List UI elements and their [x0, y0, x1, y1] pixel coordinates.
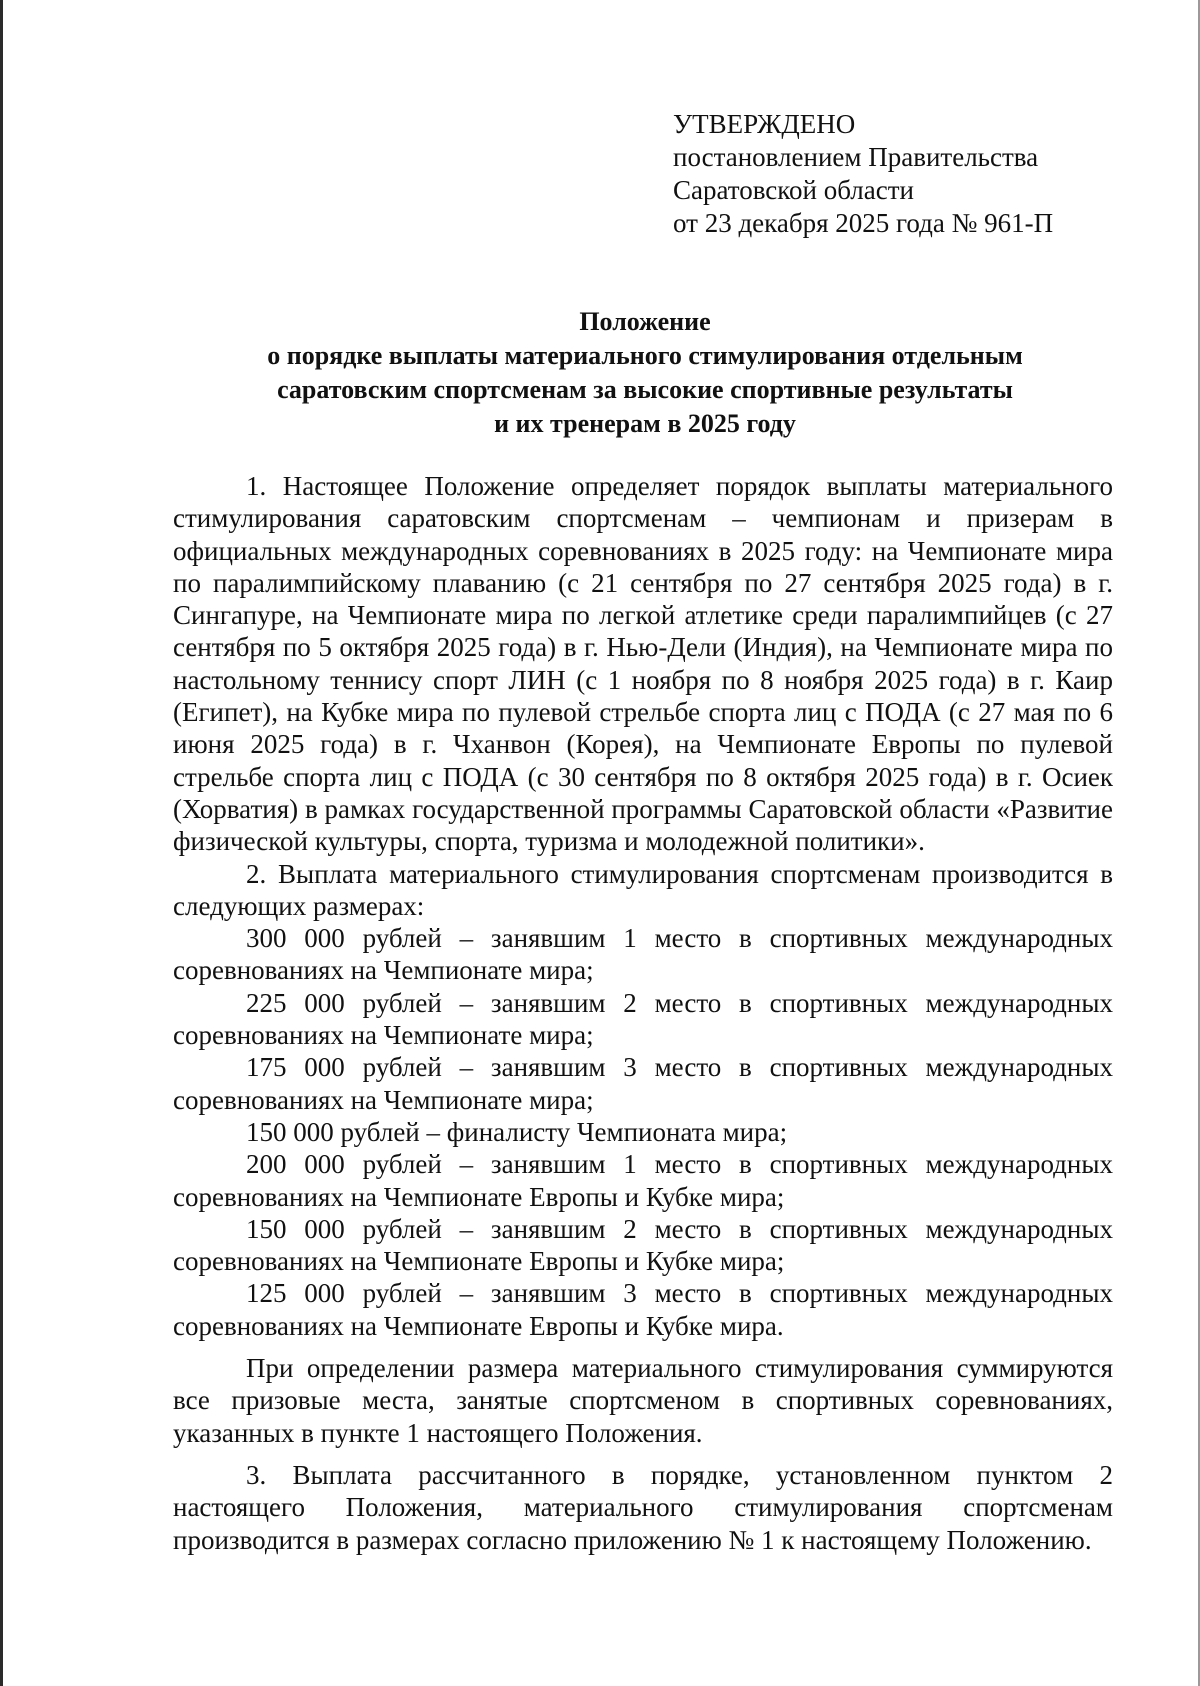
paragraph-1: 1. Настоящее Положение определяет порядок выплаты материального стимулирования саратовским спортсменам – чемпионам и призерам в официальных международных соревнованиях в 2025 году: на Чемпионате мира по паралимпийскому плаванию (с 21 сентября по 27 сентября 2025 года) в г. Сингапуре, на Чемпионате мира по легкой атлетике среди паралимпийцев (с 27 сентября по 5 октября 2025 года) в г. Нью-Дели (Индия), на Чемпионате мира по настольному теннису спорт ЛИН (с 1 ноября по 8 ноября 2025 года) в г. Каир (Египет), на Кубке мира по пулевой стрельбе спорта лиц с ПОДА (с 27 мая по 6 июня 2025 года) в г. Чханвон (Корея), на Чемпионате Европы по пулевой стрельбе спорта лиц с ПОДА (с 30 сентября по 8 октября 2025 года) в г. Осиек (Хорватия) в рамках государственной программы Саратовской области «Развитие физической культуры, спорта, туризма и молодежной политики». — [173, 471, 1113, 857]
payment-item: 175 000 рублей – занявшим 3 место в спортивных международных соревнованиях на Чемпионате мира; — [173, 1052, 1113, 1115]
document-body — [173, 470, 1113, 1556]
title-line: саратовским спортсменам за высокие спортивные результаты — [277, 375, 1013, 404]
approval-heading: УТВЕРЖДЕНО — [673, 109, 856, 139]
title-line: и их тренерам в 2025 году — [494, 409, 796, 438]
paragraph-2: 2. Выплата материального стимулирования спортсменам производится в следующих размерах: — [173, 858, 1113, 921]
approval-stamp — [673, 108, 1143, 240]
document-title — [160, 305, 1130, 441]
payment-item: 150 000 рублей – финалисту Чемпионата мира; — [246, 1116, 788, 1147]
approval-line: Саратовской области — [673, 175, 914, 205]
title-line: о порядке выплаты материального стимулирования отдельным — [267, 341, 1023, 370]
payment-item: 225 000 рублей – занявшим 2 место в спортивных международных соревнованиях на Чемпионате мира; — [173, 987, 1113, 1051]
payment-item: 200 000 рублей – занявшим 1 место в спортивных международных соревнованиях на Чемпионате Европы и Кубке мира; — [173, 1149, 1113, 1212]
scan-edge-left — [0, 0, 3, 1686]
payment-item: 150 000 рублей – занявшим 2 место в спортивных международных соревнованиях на Чемпионате Европы и Кубке мира; — [173, 1213, 1113, 1277]
payment-item: 125 000 рублей – занявшим 3 место в спортивных международных соревнованиях на Чемпионате Европы и Кубке мира. — [173, 1278, 1113, 1341]
paragraph-3: 3. Выплата рассчитанного в порядке, установленном пунктом 2 настоящего Положения, материального стимулирования спортсменам производится в размерах согласно приложению № 1 к настоящему Положению. — [173, 1459, 1113, 1555]
title-line: Положение — [579, 307, 711, 336]
summation-paragraph: При определении размера материального стимулирования суммируются все призовые места, занятые спортсменом в спортивных соревнованиях, указанных в пункте 1 настоящего Положения. — [173, 1353, 1113, 1448]
approval-line: постановлением Правительства — [673, 142, 1039, 172]
payment-item: 300 000 рублей – занявшим 1 место в спортивных международных соревнованиях на Чемпионате мира; — [173, 923, 1113, 986]
approval-date-number: от 23 декабря 2025 года № 961-П — [673, 208, 1054, 238]
